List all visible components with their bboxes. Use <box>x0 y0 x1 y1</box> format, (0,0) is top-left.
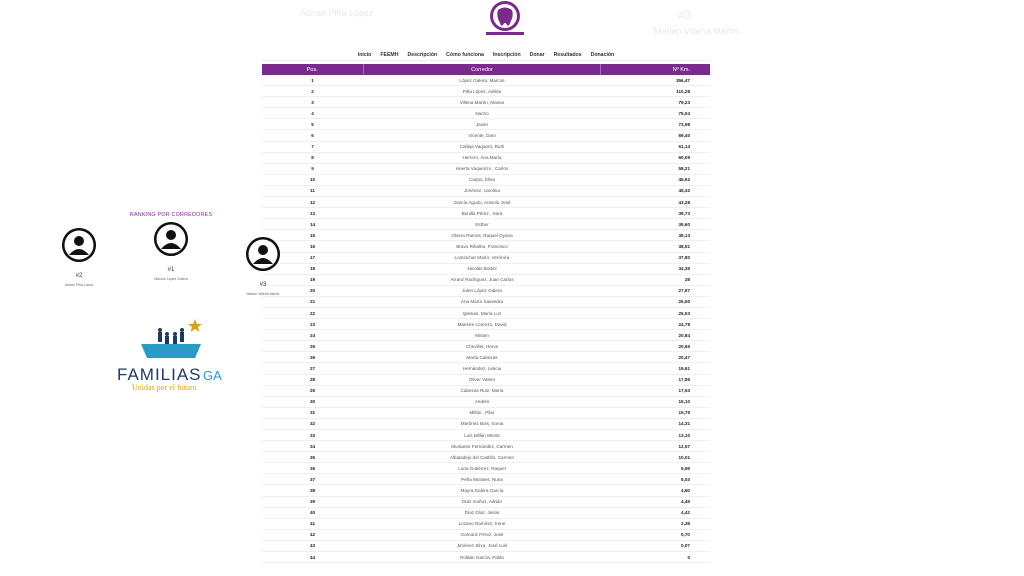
row-runner-name: Nacho <box>475 110 489 116</box>
row-km: 0,70 <box>681 532 690 538</box>
row-position: 19 <box>309 277 316 283</box>
row-km: 15,10 <box>678 399 690 405</box>
row-km: 45,62 <box>678 177 690 183</box>
table-row <box>262 463 710 474</box>
row-km: 5,03 <box>681 476 690 482</box>
brand-name: FAMILIAS <box>117 365 202 384</box>
table-row <box>262 264 710 275</box>
row-km: 79,23 <box>678 99 690 105</box>
row-position: 30 <box>309 399 316 405</box>
nav-feemh[interactable]: FEEMH <box>380 52 399 58</box>
row-position: 27 <box>309 365 316 371</box>
nav-como-funciona[interactable]: Cómo funciona <box>446 52 484 58</box>
row-position: 9 <box>311 166 314 172</box>
row-position: 17 <box>309 255 316 261</box>
row-position: 41 <box>309 521 316 527</box>
row-runner-name: Millán , Pilar <box>469 410 495 416</box>
table-row <box>262 164 710 175</box>
row-km: 38,51 <box>678 243 690 249</box>
row-km: 20,84 <box>678 332 690 338</box>
row-km: 4,42 <box>681 510 690 516</box>
table-row <box>262 153 710 164</box>
row-km: 15,76 <box>678 410 690 416</box>
rank-second-name: Adrián Piña López <box>64 283 94 287</box>
ship-icon <box>141 328 201 358</box>
avatar-first <box>154 222 188 256</box>
table-row <box>262 386 710 397</box>
row-km: 39,73 <box>678 210 690 216</box>
row-km: 73,98 <box>678 121 690 127</box>
row-position: 5 <box>311 121 314 127</box>
row-position: 33 <box>309 432 316 438</box>
nav-resultados[interactable]: Resultados <box>553 52 582 58</box>
table-row <box>262 441 710 452</box>
table-row <box>262 108 710 119</box>
row-position: 24 <box>309 332 316 338</box>
row-runner-name: Iglesias, María Luz <box>462 310 502 316</box>
table-row <box>262 552 710 563</box>
row-km: 45,32 <box>678 188 690 194</box>
row-position: 32 <box>309 421 316 427</box>
row-runner-name: Huerta Vaquerizo , Carlos <box>455 166 509 172</box>
row-position: 11 <box>310 188 315 194</box>
row-position: 31 <box>309 410 316 416</box>
table-row <box>262 375 710 386</box>
row-runner-name: Piña López, Adrián <box>462 88 502 94</box>
table-row <box>262 86 710 97</box>
row-position: 35 <box>309 454 316 460</box>
table-row <box>262 530 710 541</box>
table-row <box>262 408 710 419</box>
nav-divider <box>262 60 710 61</box>
row-position: 2 <box>311 88 314 94</box>
avatar-second <box>62 228 96 262</box>
row-position: 23 <box>309 321 316 327</box>
table-row <box>262 197 710 208</box>
row-km: 28 <box>684 277 690 283</box>
row-km: 37,80 <box>678 255 690 261</box>
row-position: 18 <box>309 266 316 272</box>
rank-second-label: #2 <box>75 273 83 279</box>
row-runner-name: López Galera, Marcos <box>459 77 505 83</box>
row-km: 0 <box>687 554 690 560</box>
row-km: 2,38 <box>681 521 690 527</box>
row-position: 22 <box>309 310 316 316</box>
row-runner-name: Albaladejo del Castillo, Carmen <box>449 454 515 460</box>
row-position: 16 <box>309 243 316 249</box>
table-row <box>262 75 710 86</box>
row-position: 37 <box>309 476 316 482</box>
table-row <box>262 119 710 130</box>
row-position: 39 <box>309 499 316 505</box>
table-header <box>262 64 710 75</box>
table-row <box>262 508 710 519</box>
row-km: 39,60 <box>678 221 690 227</box>
table-row <box>262 308 710 319</box>
row-runner-name: Vicente, Dani <box>468 133 496 139</box>
row-position: 8 <box>311 155 314 161</box>
faded-runner-name-left: Adrián Piña López <box>300 8 374 18</box>
row-km: 0,07 <box>681 543 690 549</box>
table-row <box>262 186 710 197</box>
table-row <box>262 474 710 485</box>
row-km: 58,21 <box>678 166 690 172</box>
avatar-third <box>246 237 280 271</box>
row-runner-name: Herrero, Ana María <box>462 155 502 161</box>
table-row <box>262 230 710 241</box>
row-km: 14,31 <box>678 421 690 427</box>
row-position: 34 <box>309 443 316 449</box>
table-row <box>262 330 710 341</box>
nav-inicio[interactable]: Inicio <box>357 52 372 58</box>
row-runner-name: Mayra Galera García <box>460 488 504 494</box>
row-runner-name: García Agudo, Antonio José <box>453 199 511 205</box>
row-runner-name: Oliver Valero <box>468 377 496 383</box>
user-avatar-icon <box>62 228 96 262</box>
row-position: 25 <box>309 343 316 349</box>
table-row <box>262 219 710 230</box>
row-km: 13,10 <box>678 432 690 438</box>
results-table <box>262 64 710 563</box>
nav-descripcion[interactable]: Descripción <box>407 52 438 58</box>
row-position: 12 <box>309 199 316 205</box>
row-runner-name: Jiménez, carolina <box>464 188 500 194</box>
row-position: 43 <box>309 543 316 549</box>
table-row <box>262 97 710 108</box>
nav-inscripcion[interactable]: Inscripción <box>492 52 521 58</box>
nav-donacion[interactable]: Donación <box>590 52 615 58</box>
table-row <box>262 142 710 153</box>
row-km: 5,59 <box>681 465 690 471</box>
row-runner-name: Calleja Vaquero, Ruth <box>459 144 505 150</box>
row-km: 24,78 <box>678 321 690 327</box>
rank-third-label: #3 <box>259 282 267 288</box>
faded-rank-right: #3 <box>678 8 692 22</box>
row-position: 40 <box>309 510 316 516</box>
star-icon <box>188 319 202 332</box>
row-km: 356,47 <box>675 77 690 83</box>
header-pos: Pos. <box>262 64 364 75</box>
row-km: 43,28 <box>678 199 690 205</box>
nav-donar[interactable]: Donar <box>529 52 545 58</box>
row-km: 60,09 <box>678 155 690 161</box>
row-km: 4,49 <box>681 499 690 505</box>
table-row <box>262 352 710 363</box>
table-row <box>262 275 710 286</box>
row-runner-name: Bravo Ribalbo, Francisco <box>456 243 508 249</box>
table-row <box>262 319 710 330</box>
row-km: 61,14 <box>678 144 690 150</box>
row-runner-name: Marta Cabezas <box>466 354 498 360</box>
table-row <box>262 397 710 408</box>
table-row <box>262 286 710 297</box>
row-runner-name: Julen López Galera <box>462 288 502 294</box>
familias-ga-logo <box>115 318 230 398</box>
row-km: 69,40 <box>678 133 690 139</box>
row-km: 19,61 <box>678 365 690 371</box>
table-row <box>262 175 710 186</box>
rank-third-name: Marian Villena Martín <box>246 292 280 296</box>
row-runner-name: Hernández, Leticia <box>462 365 502 371</box>
table-row <box>262 363 710 374</box>
row-runner-name: Ana María Saavedra <box>460 299 504 305</box>
row-km: 75,04 <box>678 110 690 116</box>
table-row <box>262 430 710 441</box>
row-km: 26,50 <box>678 299 690 305</box>
row-position: 38 <box>309 488 316 494</box>
row-runner-name: Arranz Rodríguez, Juan Carlos <box>450 277 514 283</box>
table-row <box>262 419 710 430</box>
row-runner-name: Martínez Bois, Sonia <box>460 421 504 427</box>
row-runner-name: Cabezas Ruiz, María <box>460 388 504 394</box>
row-position: 29 <box>309 388 316 394</box>
row-runner-name: Esther <box>475 221 489 227</box>
table-row <box>262 208 710 219</box>
table-row <box>262 452 710 463</box>
row-position: 14 <box>309 221 316 227</box>
table-row <box>262 297 710 308</box>
header-corredor: Corredor <box>364 64 602 75</box>
row-runner-name: Miriam <box>475 332 489 338</box>
row-position: 44 <box>309 554 316 560</box>
rank-first-label: #1 <box>167 267 175 273</box>
table-body <box>262 75 710 563</box>
row-runner-name: Jiménez Silva, José Luis <box>456 543 508 549</box>
row-position: 36 <box>309 465 316 471</box>
brand-tagline: Unidas por el futuro <box>132 383 197 392</box>
row-runner-name: Muntaner Fernández, Carmen <box>451 443 513 449</box>
row-runner-name: Nicolás Bottini <box>467 266 497 272</box>
row-km: 39,13 <box>678 232 690 238</box>
row-km: 17,53 <box>678 388 690 394</box>
row-runner-name: Villena Martín, Marian <box>459 99 505 105</box>
row-position: 7 <box>311 144 314 150</box>
row-position: 3 <box>311 99 314 105</box>
row-runner-name: Díaz Díaz, Jesús <box>464 510 500 516</box>
table-row <box>262 253 710 264</box>
ranking-title: RANKING POR CORREDORES <box>129 212 213 218</box>
row-position: 1 <box>311 77 314 83</box>
row-position: 21 <box>309 299 316 305</box>
row-position: 4 <box>311 110 314 116</box>
row-position: 15 <box>309 232 316 238</box>
tooth-logo-icon[interactable] <box>478 0 532 40</box>
row-km: 4,60 <box>681 488 690 494</box>
row-runner-name: Lominchar Marín, Verónica <box>454 255 510 261</box>
row-position: 10 <box>309 177 316 183</box>
row-position: 28 <box>309 377 316 383</box>
row-runner-name: Carpio, Elisa <box>468 177 496 183</box>
row-runner-name: Roldán García, Pablo <box>460 554 504 560</box>
table-row <box>262 519 710 530</box>
table-row <box>262 130 710 141</box>
row-km: 10,01 <box>678 454 690 460</box>
row-runner-name: Javier <box>475 121 489 127</box>
row-km: 12,57 <box>678 443 690 449</box>
faded-runner-name-right: Marian Villena Martín <box>654 26 739 36</box>
row-runner-name: Luna Gutiérrez, Raquel <box>458 465 506 471</box>
row-runner-name: Bonilla Pérez , Sara <box>461 210 503 216</box>
table-row <box>262 341 710 352</box>
table-row <box>262 541 710 552</box>
table-row <box>262 241 710 252</box>
user-avatar-icon <box>246 237 280 271</box>
row-runner-name: Chevillet, Herve <box>465 343 499 349</box>
row-position: 20 <box>309 288 316 294</box>
row-km: 27,97 <box>678 288 690 294</box>
user-avatar-icon <box>154 222 188 256</box>
table-row <box>262 497 710 508</box>
row-runner-name: Lozano Ramírez, Irene <box>458 521 506 527</box>
row-runner-name: Peña Morales, Nuria <box>461 476 503 482</box>
row-position: 26 <box>309 354 316 360</box>
row-position: 42 <box>309 532 316 538</box>
row-km: 110,28 <box>676 88 690 94</box>
row-km: 25,53 <box>678 310 690 316</box>
header-km: Nº Km. <box>672 66 690 73</box>
row-runner-name: Andrés <box>474 399 490 405</box>
rank-first-name: Marcos López Galera <box>154 277 188 281</box>
row-runner-name: Maestre Lorenzo, David <box>457 321 507 327</box>
table-row <box>262 485 710 496</box>
row-runner-name: Olvera Ramos, Raquel Oyana <box>451 232 513 238</box>
row-km: 17,86 <box>678 377 690 383</box>
row-runner-name: Díaz muñoz, Adrián <box>461 499 503 505</box>
row-km: 20,65 <box>678 343 690 349</box>
brand-suffix: GA <box>203 368 222 383</box>
row-km: 20,47 <box>678 354 690 360</box>
row-runner-name: Gomariz Pérez, José <box>460 532 504 538</box>
row-runner-name: Luis Millán Monte <box>464 432 500 438</box>
row-km: 34,35 <box>678 266 690 272</box>
row-position: 13 <box>309 210 316 216</box>
row-position: 6 <box>311 133 314 139</box>
